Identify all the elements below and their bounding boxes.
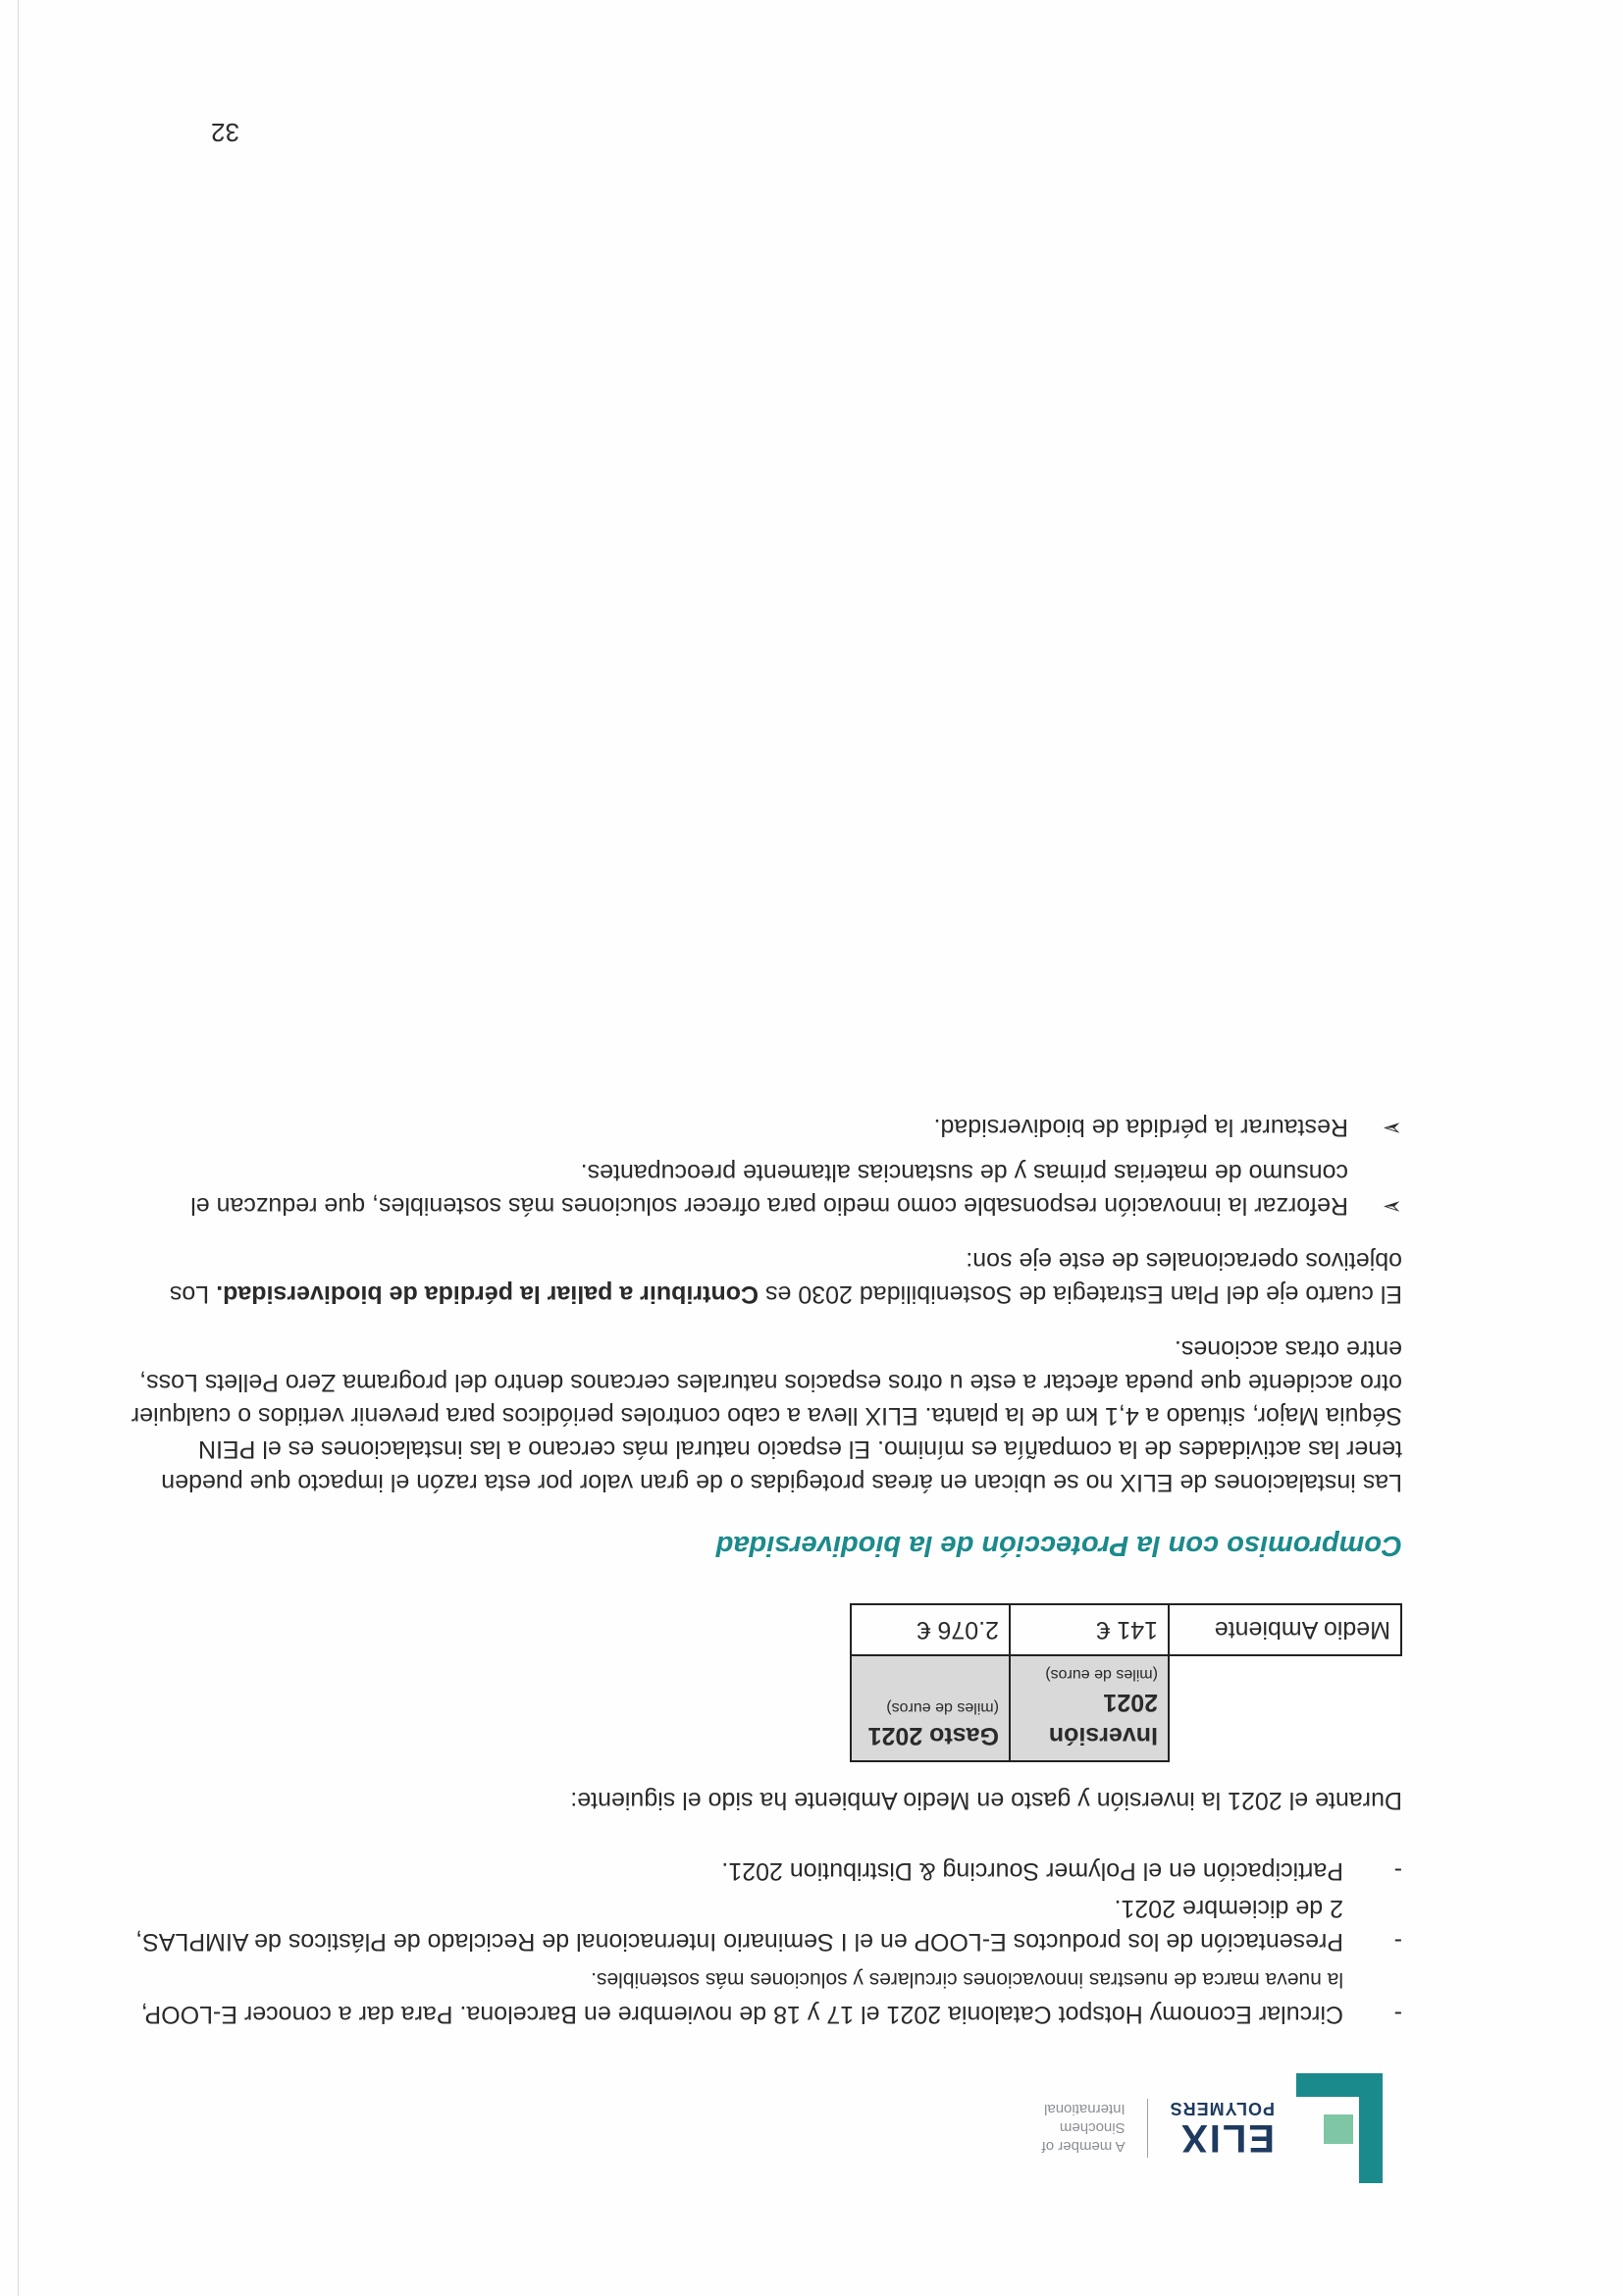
objectives-list bbox=[122, 1111, 1402, 1223]
logo-tagline-line: A member of bbox=[1041, 2138, 1126, 2156]
table-corner bbox=[1169, 1655, 1401, 1761]
elix-logo bbox=[1042, 2073, 1383, 2183]
logo-tagline-line: International bbox=[1044, 2101, 1126, 2118]
header-label: Inversión 2021 bbox=[1048, 1689, 1158, 1749]
logo-tagline bbox=[1042, 2101, 1126, 2157]
event-text: Circular Economy Hotspot Catalonia 2021 el 17 y 18 de noviembre en Barcelona. Para dar a conocer E-LOOP, bbox=[140, 2001, 1343, 2028]
row-label: Medio Ambiente bbox=[1169, 1604, 1401, 1655]
investment-intro: Durante el 2021 la inversión y gasto en Medio Ambiente ha sido el siguiente: bbox=[570, 1787, 1402, 1814]
header-label: Gasto 2021 bbox=[867, 1722, 999, 1749]
strategy-text-after: Los objetivos operacionales de este eje son: bbox=[169, 1247, 1402, 1308]
table-header-cell bbox=[851, 1655, 1010, 1761]
strategy-paragraph bbox=[122, 1244, 1402, 1311]
header-unit: (miles de euros) bbox=[886, 1699, 999, 1716]
section-title: Compromiso con la Protección de la biodiversidad bbox=[715, 1530, 1402, 1561]
table-cell: 2.076 € bbox=[851, 1604, 1010, 1655]
list-item bbox=[122, 1962, 1402, 2031]
logo-mark-icon bbox=[1296, 2073, 1383, 2183]
event-text: Presentación de los productos E-LOOP en el I Seminario Internacional de Reciclado de Plásticos de AIMPLAS, 2 de diciembre 2021. bbox=[135, 1895, 1343, 1956]
logo-brand: ELIX bbox=[1179, 2116, 1275, 2161]
arrow-bullet-icon: ➢ bbox=[1382, 1115, 1402, 1141]
list-item bbox=[122, 1854, 1402, 1888]
page-number: 32 bbox=[211, 118, 239, 147]
table-row bbox=[851, 1604, 1401, 1655]
strategy-text-bold: Contribuir a paliar la pérdida de biodiversidad. bbox=[216, 1280, 759, 1308]
objective-text: Reforzar la innovación responsable como medio para ofrecer soluciones más sostenibles, que reduzcan el consumo de materias primas y de sustancias altamente preocupantes. bbox=[190, 1159, 1348, 1220]
objective-text: Restaurar la pérdida de biodiversidad. bbox=[933, 1114, 1348, 1141]
list-item bbox=[122, 1156, 1402, 1223]
list-item bbox=[122, 1892, 1402, 1958]
strategy-text-before: El cuarto eje del Plan Estrategia de Sostenibilidad 2030 es bbox=[759, 1280, 1402, 1308]
biodiversity-paragraph: Las instalaciones de ELIX no se ubican en áreas protegidas o de gran valor por esta razón el impacto que pueden tener las actividades de la compañía es mínimo. El espacio natural más cercano a las instalaciones es el PEIN Séquia Major, situado a 4,1 km de la planta. ELIX lleva a cabo controles periódicos para prevenir vertidos o cualquier otro accidente que pueda afectar a este u otros espacios naturales cercanos dentro del programa Zero Pellets Loss, entre otras acciones. bbox=[131, 1335, 1402, 1496]
scan-edge-line bbox=[18, 0, 19, 2296]
event-text-small: la nueva marca de nuestras innovaciones circulares y soluciones más sostenibles. bbox=[591, 1968, 1343, 1991]
event-text: Participación en el Polymer Sourcing & Distribution 2021. bbox=[721, 1857, 1343, 1885]
table-header-row bbox=[851, 1655, 1401, 1761]
table-cell: 141 € bbox=[1010, 1604, 1169, 1655]
logo-wordmark bbox=[1170, 2099, 1275, 2159]
table-header-cell bbox=[1010, 1655, 1169, 1761]
investment-table bbox=[850, 1603, 1402, 1762]
page-content bbox=[122, 1099, 1402, 2031]
arrow-bullet-icon: ➢ bbox=[1382, 1193, 1402, 1220]
logo-sub: POLYMERS bbox=[1169, 2099, 1275, 2119]
logo-divider bbox=[1147, 2099, 1148, 2158]
header-unit: (miles de euros) bbox=[1045, 1666, 1158, 1683]
events-list bbox=[122, 1854, 1402, 2031]
logo-tagline-line: Sinochem bbox=[1059, 2119, 1126, 2137]
list-item bbox=[122, 1111, 1402, 1144]
